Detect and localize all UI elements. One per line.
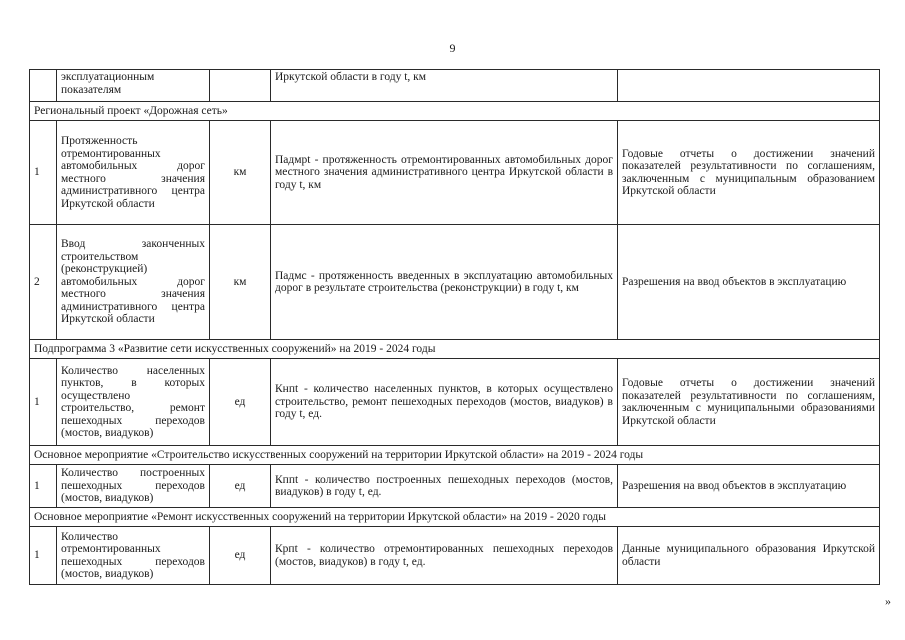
formula-cell: Кппt - количество построенных пешеходных переходов (мостов, виадуков) в году t, ед. (271, 465, 618, 508)
section-header-row (30, 102, 880, 121)
section-header-row (30, 446, 880, 465)
section-header-row (30, 508, 880, 527)
section-title: Основное мероприятие «Ремонт искусственных сооружений на территории Иркутской области» на 2019 - 2020 годы (30, 508, 880, 527)
row-number-cell: 1 (30, 121, 57, 225)
unit-cell: ед (210, 527, 271, 585)
section-header-row (30, 340, 880, 359)
row-number-cell: 1 (30, 527, 57, 585)
table-row (30, 225, 880, 340)
table-row (30, 359, 880, 446)
section-title: Основное мероприятие «Строительство искусственных сооружений на территории Иркутской области» на 2019 - 2024 годы (30, 446, 880, 465)
continuation-mark: » (885, 594, 891, 608)
indicator-name-cell: Количество населенных пунктов, в которых осуществлено строительство, ремонт пешеходных переходов (мостов, виадуков) (57, 359, 210, 446)
formula-cell: Крпt - количество отремонтированных пешеходных переходов (мостов, виадуков) в году t, ед. (271, 527, 618, 585)
formula-cell: Падмс - протяженность введенных в эксплуатацию автомобильных дорог в результате строительства (реконструкции) в году t, км (271, 225, 618, 340)
section-title: Региональный проект «Дорожная сеть» (30, 102, 880, 121)
source-cell: Разрешения на ввод объектов в эксплуатацию (618, 465, 880, 508)
source-cell: Годовые отчеты о достижении значений показателей результативности по соглашениям, заключенным с муниципальными образованиями Иркутской области (618, 359, 880, 446)
formula-cell: Падмрt - протяженность отремонтированных автомобильных дорог местного значения административного центра Иркутской области в году t, км (271, 121, 618, 225)
indicator-name-cell: Количество построенных пешеходных переходов (мостов, виадуков) (57, 465, 210, 508)
table-row (30, 527, 880, 585)
indicator-name-cell: Ввод законченных строительством (реконструкцией) автомобильных дорог местного значения административного центра Иркутской области (57, 225, 210, 340)
unit-cell: км (210, 225, 271, 340)
formula-cell: Кнпt - количество населенных пунктов, в которых осуществлено строительство, ремонт пешеходных переходов (мостов, виадуков) в году t, ед. (271, 359, 618, 446)
unit-cell (210, 70, 271, 102)
row-number-cell: 1 (30, 359, 57, 446)
row-number-cell: 2 (30, 225, 57, 340)
indicators-table (29, 69, 880, 585)
table-row (30, 121, 880, 225)
source-cell: Разрешения на ввод объектов в эксплуатацию (618, 225, 880, 340)
indicator-name-cell: Количество отремонтированных пешеходных переходов (мостов, виадуков) (57, 527, 210, 585)
source-cell (618, 70, 880, 102)
source-cell: Годовые отчеты о достижении значений показателей результативности по соглашениям, заключенным с муниципальным образованием Иркутской области (618, 121, 880, 225)
unit-cell: км (210, 121, 271, 225)
indicator-name-cell: Протяженность отремонтированных автомобильных дорог местного значения административного центра Иркутской области (57, 121, 210, 225)
unit-cell: ед (210, 359, 271, 446)
page-number: 9 (449, 41, 456, 55)
row-number-cell (30, 70, 57, 102)
source-cell: Данные муниципального образования Иркутской области (618, 527, 880, 585)
table-row-continuation (30, 70, 880, 102)
row-number-cell: 1 (30, 465, 57, 508)
table-row (30, 465, 880, 508)
indicator-name-cell: эксплуатационным показателям (57, 70, 210, 102)
section-title: Подпрограмма 3 «Развитие сети искусственных сооружений» на 2019 - 2024 годы (30, 340, 880, 359)
unit-cell: ед (210, 465, 271, 508)
formula-cell: Иркутской области в году t, км (271, 70, 618, 102)
